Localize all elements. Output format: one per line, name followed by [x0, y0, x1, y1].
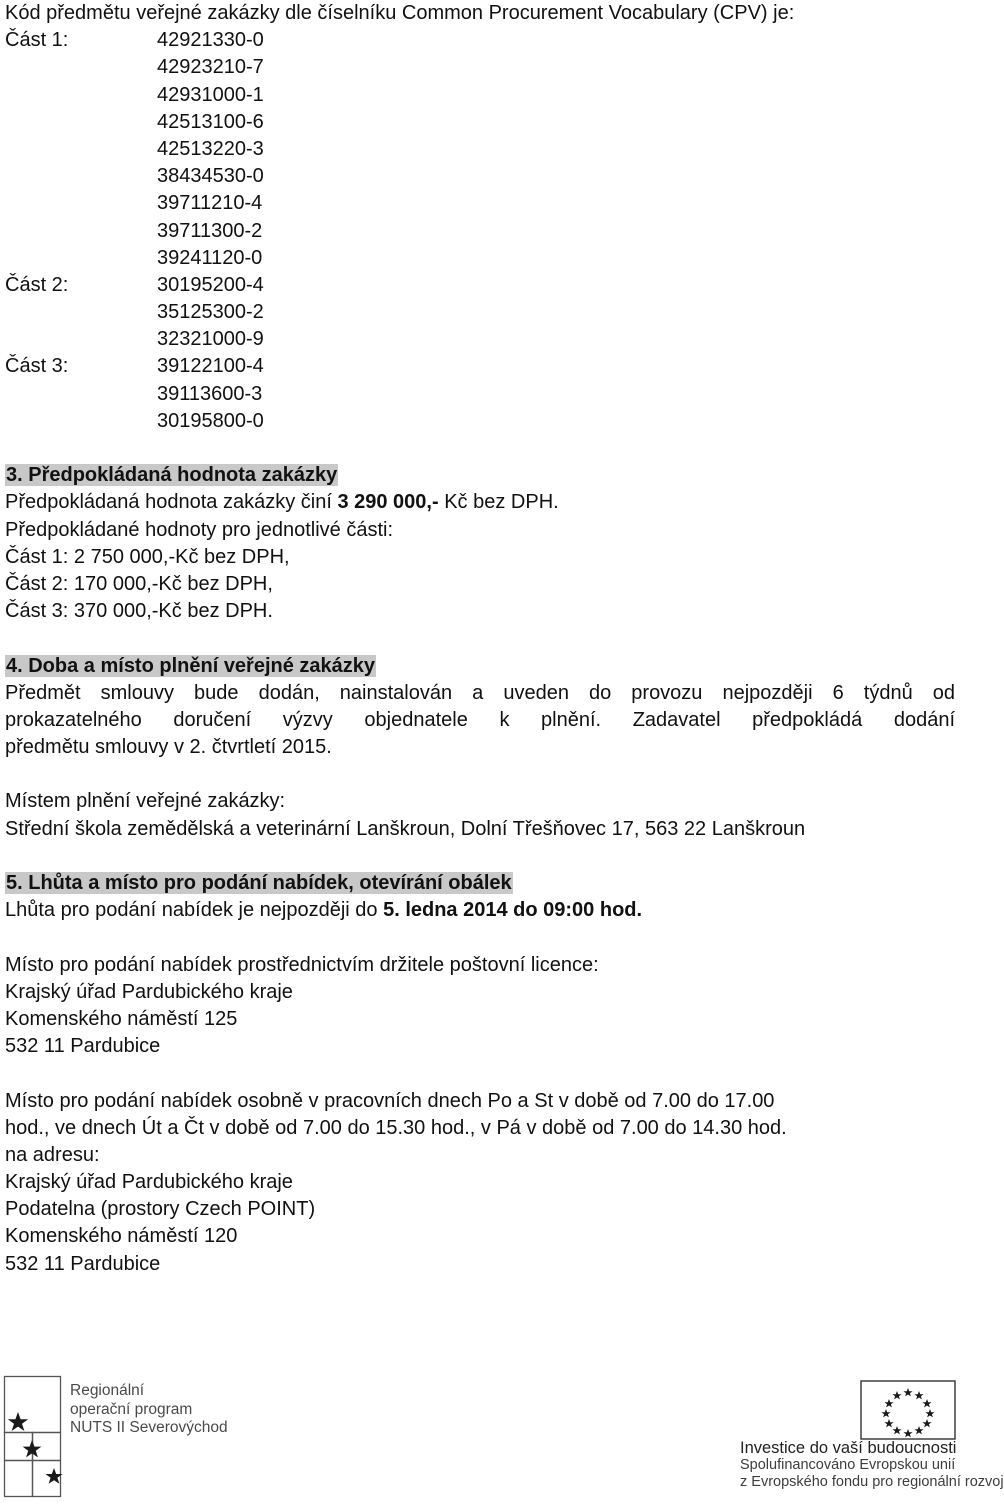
address-line: Krajský úřad Pardubického kraje [5, 1171, 293, 1194]
deadline [5, 897, 955, 924]
personal-line: na adresu: [5, 1143, 100, 1166]
cpv-code: 42923210-7 [157, 56, 264, 79]
address-line: 532 11 Pardubice [5, 1035, 161, 1058]
rop-logo [4, 1376, 244, 1498]
personal-line: hod., ve dnech Út a Čt v době od 7.00 do 15.30 hod., v Pá v době od 7.00 do 14.30 hod. [5, 1116, 787, 1139]
deadline-value: 5. ledna 2014 do 09:00 hod. [383, 899, 643, 922]
address-line: Komenského náměstí 120 [5, 1225, 238, 1248]
cpv-code: 30195800-0 [157, 409, 264, 432]
cpv-part-label: Část 2: [5, 273, 69, 296]
cpv-row [5, 299, 955, 326]
paragraph-line: Předmět smlouvy bude dodán, nainstalován a uveden do provozu nejpozději 6 týdnů od [5, 681, 955, 704]
section-4 [5, 653, 955, 680]
paragraph-line: předmětu smlouvy v 2. čtvrtletí 2015. [5, 736, 332, 759]
cpv-code: 39711210-4 [157, 192, 263, 215]
cpv-code: 42513220-3 [157, 137, 264, 160]
cpv-row [5, 190, 955, 217]
rop-logo-text: Regionální operační program NUTS II Severovýchod [70, 1382, 228, 1436]
cpv-part-label: Část 1: [5, 29, 69, 52]
cpv-code: 42513100-6 [157, 110, 264, 133]
cpv-list [5, 27, 955, 435]
personal-line: Místo pro podání nabídek osobně v pracovních dnech Po a St v době od 7.00 do 17.00 [5, 1089, 775, 1112]
cpv-row [5, 82, 955, 109]
address-line: 532 11 Pardubice [5, 1252, 161, 1275]
address-line: Krajský úřad Pardubického kraje [5, 980, 293, 1003]
section-heading: 3. Předpokládaná hodnota zakázky [6, 464, 338, 487]
section-5 [5, 870, 955, 897]
cpv-row [5, 272, 955, 299]
cpv-code: 42931000-1 [157, 83, 264, 106]
cpv-row [5, 218, 955, 245]
eu-logo [736, 1380, 1004, 1502]
eu-logo-text [740, 1440, 1004, 1490]
cpv-code: 38434530-0 [157, 165, 264, 188]
place-label: Místem plnění veřejné zakázky: [5, 790, 286, 813]
cpv-code: 39711300-2 [157, 219, 263, 242]
cpv-code: 39113600-3 [157, 382, 263, 405]
cpv-code: 39241120-0 [157, 246, 263, 269]
address-line: Podatelna (prostory Czech POINT) [5, 1198, 316, 1221]
cpv-row [5, 353, 955, 380]
eu-slogan: Investice do vaší budoucnosti [740, 1439, 957, 1457]
part-value: Část 3: 370 000,-Kč bez DPH. [5, 600, 273, 623]
cpv-row [5, 381, 955, 408]
document-page [5, 0, 955, 1278]
cpv-row [5, 27, 955, 54]
section-3 [5, 462, 955, 489]
cpv-code: 32321000-9 [157, 328, 264, 351]
estimated-value-suffix: Kč bez DPH. [438, 491, 559, 514]
cpv-code: 30195200-4 [157, 273, 264, 296]
part-value: Část 2: 170 000,-Kč bez DPH, [5, 572, 273, 595]
cpv-row [5, 408, 955, 435]
section-heading: 4. Doba a místo plnění veřejné zakázky [6, 654, 376, 677]
cpv-intro: Kód předmětu veřejné zakázky dle číselníku Common Procurement Vocabulary (CPV) je: [5, 2, 795, 24]
rop-stars-icon [4, 1376, 66, 1498]
cpv-code: 35125300-2 [157, 301, 264, 324]
eu-cofinance: z Evropského fondu pro regionální rozvoj [740, 1473, 1004, 1490]
eu-cofinance: Spolufinancováno Evropskou unií [740, 1456, 956, 1473]
paragraph-line: prokazatelného doručení výzvy objednatele k plnění. Zadavatel předpokládá dodání [5, 708, 955, 731]
deadline-prefix: Lhůta pro podání nabídek je nejpozději do [5, 899, 384, 922]
place-value: Střední škola zemědělská a veterinární Lanškroun, Dolní Třešňovec 17, 563 22 Lanškroun [5, 817, 806, 840]
cpv-row [5, 326, 955, 353]
estimated-value [5, 489, 955, 516]
estimated-value-prefix: Předpokládaná hodnota zakázky činí [5, 491, 338, 514]
cpv-row [5, 136, 955, 163]
eu-flag-icon [860, 1380, 956, 1440]
cpv-row [5, 163, 955, 190]
post-label: Místo pro podání nabídek prostřednictvím držitele poštovní licence: [5, 953, 599, 976]
parts-intro: Předpokládané hodnoty pro jednotlivé části: [5, 518, 394, 541]
cpv-row [5, 109, 955, 136]
cpv-code: 42921330-0 [157, 29, 264, 52]
cpv-code: 39122100-4 [157, 355, 264, 378]
cpv-row [5, 54, 955, 81]
cpv-part-label: Část 3: [5, 355, 69, 378]
estimated-value-amount: 3 290 000,- [337, 491, 439, 514]
address-line: Komenského náměstí 125 [5, 1007, 238, 1030]
cpv-row [5, 245, 955, 272]
part-value: Část 1: 2 750 000,-Kč bez DPH, [5, 545, 290, 568]
section-heading: 5. Lhůta a místo pro podání nabídek, otevírání obálek [6, 872, 512, 894]
